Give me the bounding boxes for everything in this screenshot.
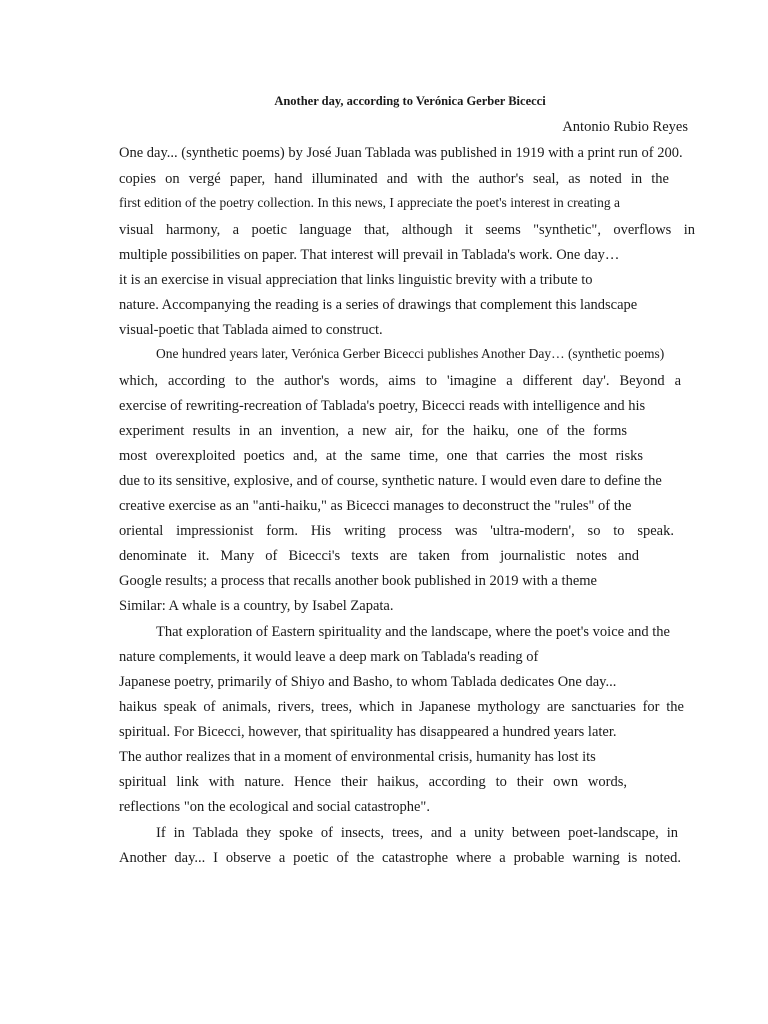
text-line: creative exercise as an "anti-haiku," as Bicecci manages to deconstruct the "rules" of the — [119, 498, 632, 514]
document-title: Another day, according to Verónica Gerber Bicecci — [274, 94, 546, 108]
text-line: spiritual link with nature. Hence their haikus, according to their own words, — [119, 774, 627, 790]
text-line: One hundred years later, Verónica Gerber Bicecci publishes Another Day… (synthetic poems) — [156, 346, 665, 361]
text-line: nature complements, it would leave a deep mark on Tablada's reading of — [119, 649, 539, 665]
text-line: Another day... I observe a poetic of the catastrophe where a probable warning is noted. — [119, 850, 681, 866]
text-line: first edition of the poetry collection. In this news, I appreciate the poet's interest in creating a — [119, 195, 621, 210]
text-line: denominate it. Many of Bicecci's texts are taken from journalistic notes and — [119, 548, 639, 564]
author-name: Antonio Rubio Reyes — [562, 119, 688, 135]
text-line: haikus speak of animals, rivers, trees, which in Japanese mythology are sanctuaries for the — [119, 699, 684, 715]
text-line: nature. Accompanying the reading is a series of drawings that complement this landscape — [119, 297, 638, 313]
text-line: due to its sensitive, explosive, and of course, synthetic nature. I would even dare to define the — [119, 473, 662, 489]
text-line: Google results; a process that recalls another book published in 2019 with a theme — [119, 573, 597, 589]
text-line: Japanese poetry, primarily of Shiyo and Basho, to whom Tablada dedicates One day... — [119, 674, 617, 690]
text-line: experiment results in an invention, a new air, for the haiku, one of the forms — [119, 423, 627, 439]
text-line: If in Tablada they spoke of insects, trees, and a unity between poet-landscape, in — [156, 825, 678, 841]
text-line: The author realizes that in a moment of environmental crisis, humanity has lost its — [119, 749, 596, 765]
text-line: That exploration of Eastern spirituality and the landscape, where the poet's voice and the — [156, 624, 670, 640]
text-line: visual-poetic that Tablada aimed to construct. — [119, 322, 383, 338]
text-line: reflections "on the ecological and social catastrophe". — [119, 799, 430, 815]
text-line: visual harmony, a poetic language that, although it seems "synthetic", overflows in — [119, 222, 695, 238]
text-line: it is an exercise in visual appreciation that links linguistic brevity with a tribute to — [119, 272, 593, 288]
text-line: which, according to the author's words, aims to 'imagine a different day'. Beyond a — [119, 373, 681, 389]
text-line: Similar: A whale is a country, by Isabel Zapata. — [119, 598, 394, 614]
text-line: spiritual. For Bicecci, however, that spirituality has disappeared a hundred years later. — [119, 724, 617, 740]
text-line: One day... (synthetic poems) by José Juan Tablada was published in 1919 with a print run of 200. — [119, 145, 683, 161]
text-line: exercise of rewriting-recreation of Tablada's poetry, Bicecci reads with intelligence and his — [119, 398, 646, 414]
text-line: oriental impressionist form. His writing process was 'ultra-modern', so to speak. — [119, 523, 674, 539]
text-line: multiple possibilities on paper. That interest will prevail in Tablada's work. One day… — [119, 247, 620, 263]
text-line: most overexploited poetics and, at the same time, one that carries the most risks — [119, 448, 643, 464]
text-line: copies on vergé paper, hand illuminated and with the author's seal, as noted in the — [119, 171, 669, 187]
